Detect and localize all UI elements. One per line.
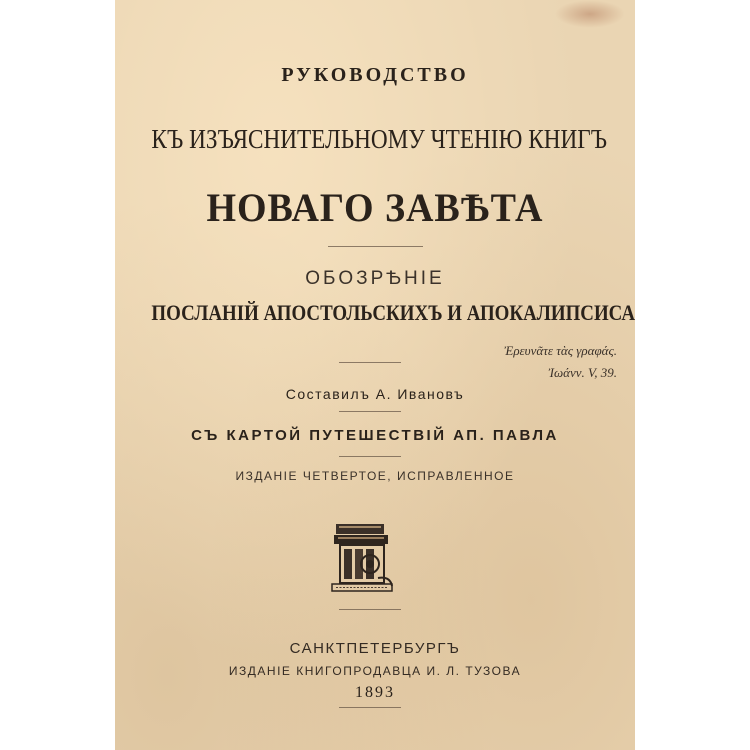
author-line: Составилъ А. Ивановъ (285, 386, 465, 402)
divider (339, 411, 401, 412)
edition-line: ИЗДАНІЕ ЧЕТВЕРТОЕ, ИСПРАВЛЕННОЕ (235, 469, 515, 483)
paper-stain (555, 0, 625, 28)
title-page (115, 0, 635, 750)
imprint-publisher: ИЗДАНІЕ КНИГОПРОДАВЦА И. Л. ТУЗОВА (228, 664, 522, 678)
books-emblem-icon (330, 518, 400, 598)
divider (328, 246, 423, 247)
imprint-city: САНКТПЕТЕРБУРГЪ (289, 640, 461, 657)
imprint-year: 1893 (355, 684, 395, 701)
subtitle-line-2: ПОСЛАНІЙ АПОСТОЛЬСКИХЪ И АПОКАЛИПСИСА (151, 300, 635, 325)
title-line-3: НОВАГО ЗАВѢТА (206, 185, 544, 230)
title-line-1: РУКОВОДСТВО (281, 64, 469, 86)
subtitle-line-1: ОБОЗРѢНІЕ (305, 268, 445, 289)
divider (339, 456, 401, 457)
divider (339, 609, 401, 610)
title-line-2: КЪ ИЗЪЯСНИТЕЛЬНОМУ ЧТЕНІЮ КНИГЪ (151, 124, 608, 154)
epigraph-text: Ἐρευνᾶτε τὰς γραφάς. (504, 343, 617, 358)
map-note: СЪ КАРТОЙ ПУТЕШЕСТВІЙ АП. ПАВЛА (191, 427, 559, 444)
divider (339, 362, 401, 363)
divider (339, 707, 401, 708)
epigraph-reference: Ἰωάνν. V, 39. (548, 365, 617, 380)
